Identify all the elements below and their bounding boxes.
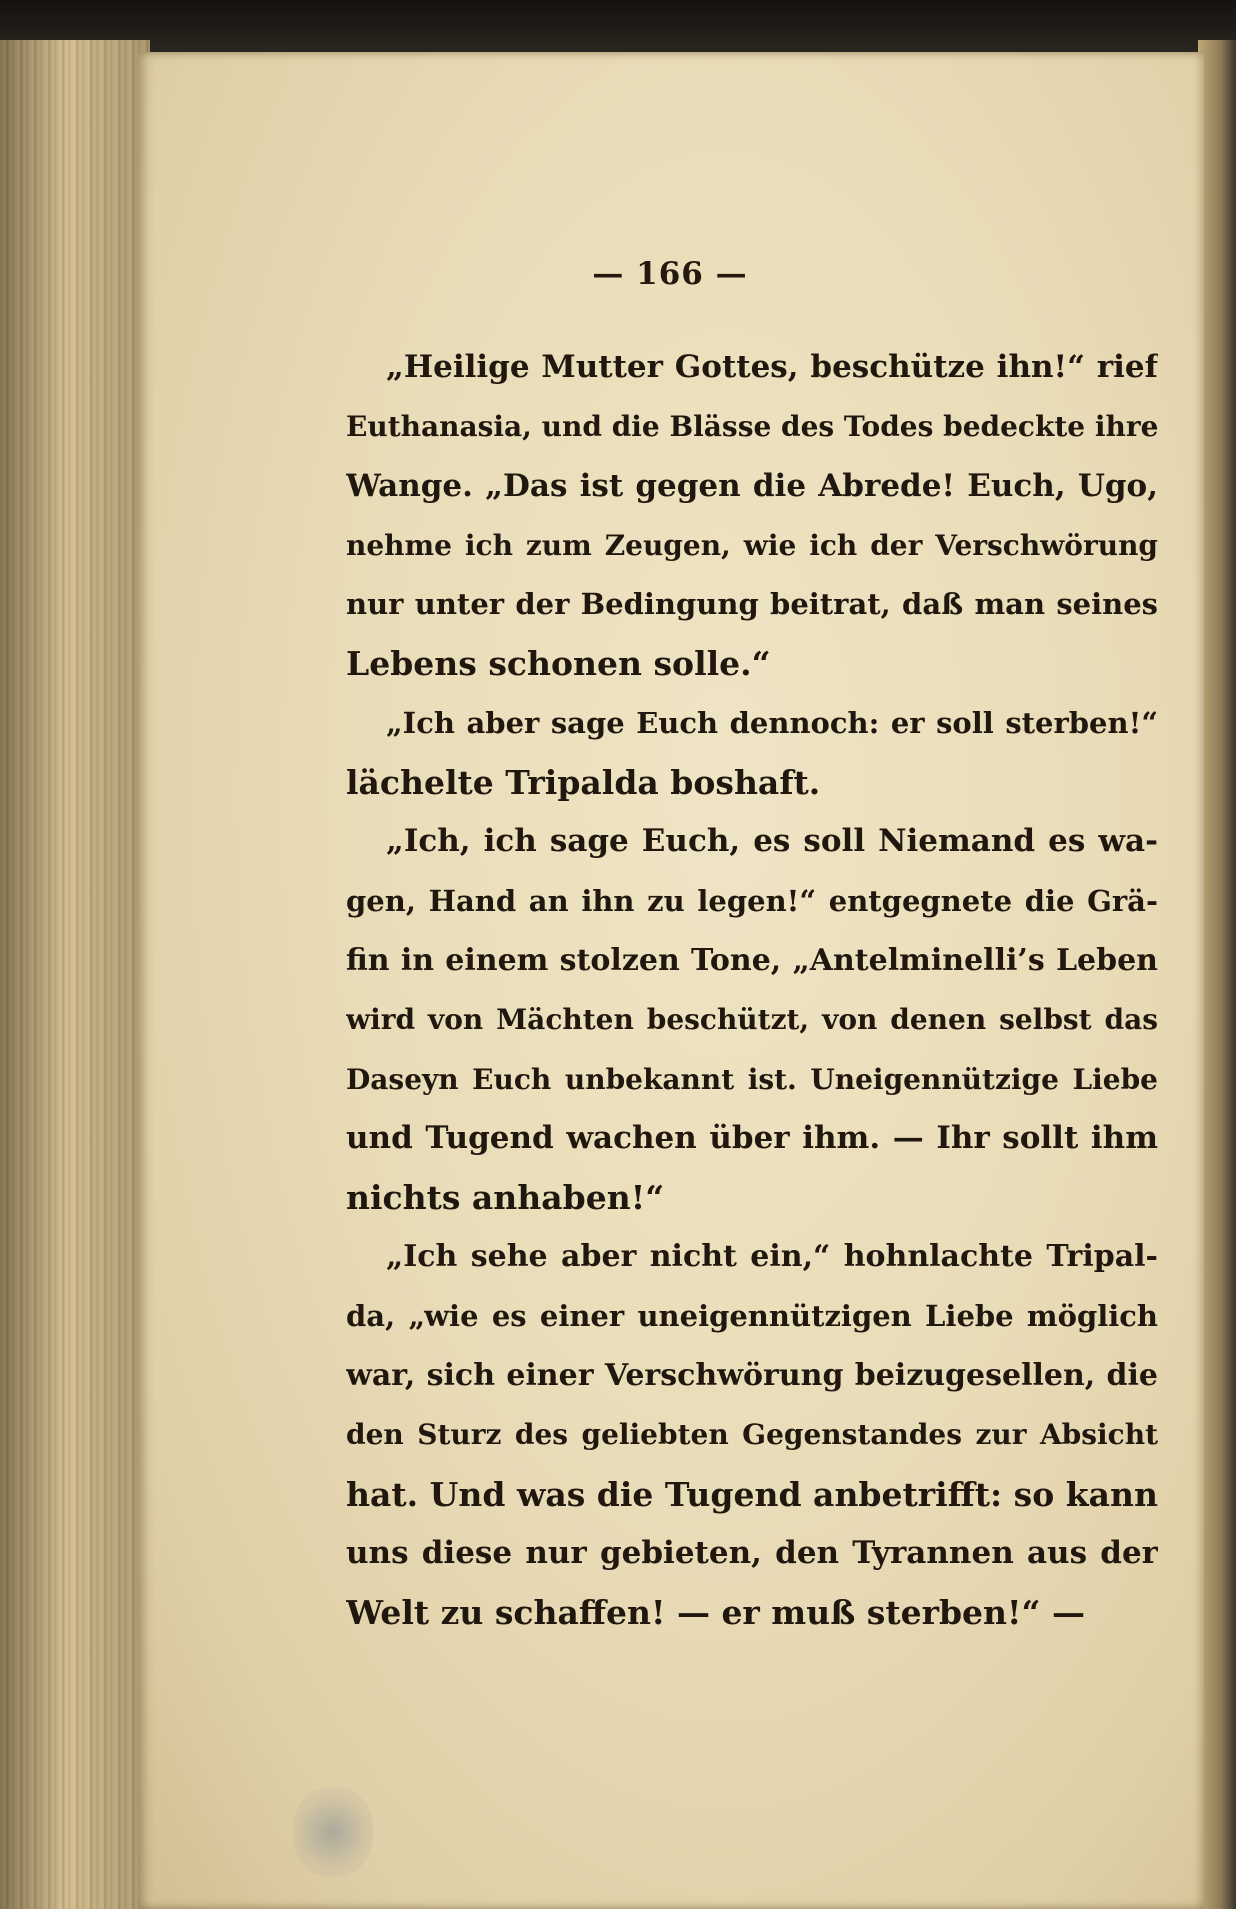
text-line: uns diese nur gebieten, den Tyrannen aus der: [346, 1534, 1158, 1571]
body-text: [346, 338, 1158, 1643]
text-line: lächelte Tripalda boshaft.: [346, 763, 821, 803]
text-line: „Ich, ich sage Euch, es soll Niemand es wa-: [386, 823, 1158, 860]
text-line: den Sturz des geliebten Gegenstandes zur Absicht: [346, 1418, 1158, 1452]
text-line: nehme ich zum Zeugen, wie ich der Verschwörung: [346, 528, 1158, 562]
text-line: wird von Mächten beschützt, von denen selbst das: [346, 1003, 1158, 1037]
text-line: hat. Und was die Tugend anbetrifft: so kann: [346, 1474, 1158, 1514]
text-line: „Ich sehe aber nicht ein,“ hohnlachte Tripal-: [386, 1239, 1158, 1275]
text-line: Wange. „Das ist gegen die Abrede! Euch, Ugo,: [346, 467, 1158, 504]
text-line: Lebens schonen solle.“: [346, 644, 771, 684]
text-line: Daseyn Euch unbekannt ist. Uneigennützige Liebe: [346, 1062, 1158, 1096]
paper-stain: [293, 1787, 373, 1877]
page-edges-shadow: [0, 40, 150, 1909]
text-line: Welt zu schaffen! — er muß sterben!“ —: [346, 1593, 1086, 1633]
binding-shadow: [0, 0, 1236, 56]
text-line: nur unter der Bedingung beitrat, daß man seines: [346, 587, 1158, 622]
text-line: da, „wie es einer uneigennützigen Liebe möglich: [346, 1298, 1158, 1333]
page-number: — 166 —: [592, 256, 748, 292]
text-line: und Tugend wachen über ihm. — Ihr sollt ihm: [346, 1119, 1158, 1156]
text-line: „Heilige Mutter Gottes, beschütze ihn!“ rief: [386, 349, 1158, 385]
text-line: war, sich einer Verschwörung beizugesellen, die: [346, 1358, 1158, 1394]
text-line: Euthanasia, und die Blässe des Todes bedeckte ihre: [346, 410, 1158, 444]
text-line: fin in einem stolzen Tone, „Antelminelli’s Leben: [346, 942, 1158, 978]
text-line: „Ich aber sage Euch dennoch: er soll sterben!“: [386, 705, 1158, 740]
text-line: gen, Hand an ihn zu legen!“ entgegnete die Grä-: [346, 883, 1158, 918]
text-line: nichts anhaben!“: [346, 1178, 665, 1218]
